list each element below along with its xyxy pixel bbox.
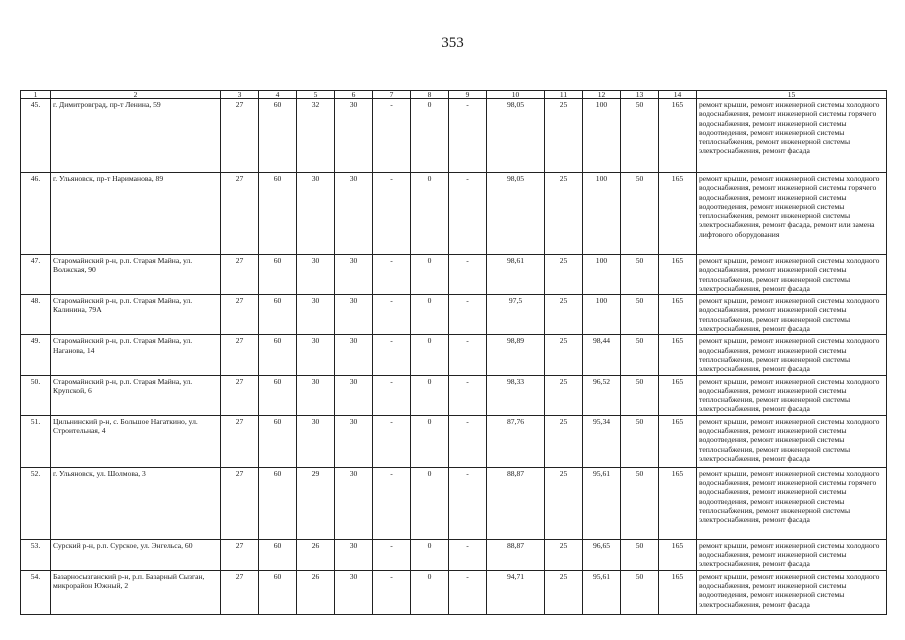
- table-row: [21, 255, 887, 295]
- column-header-14: 14: [659, 91, 697, 99]
- column-header-5: 5: [297, 91, 335, 99]
- cell-c8: 0: [411, 467, 449, 539]
- cell-c12: 96,65: [583, 539, 621, 570]
- cell-c12: 100: [583, 173, 621, 255]
- cell-c4: 60: [259, 335, 297, 375]
- row-number: 48.: [21, 295, 51, 335]
- table-row: [21, 295, 887, 335]
- works-cell: ремонт крыши, ремонт инженерной системы холодного водоснабжения, ремонт инженерной системы водоотведения, ремонт инженерной системы теплоснабжения, ремонт инженерной системы электроснабжения, ремонт фасада: [697, 415, 887, 467]
- column-header-2: 2: [51, 91, 221, 99]
- cell-c3: 27: [221, 99, 259, 173]
- cell-c9: -: [449, 295, 487, 335]
- cell-c9: -: [449, 415, 487, 467]
- cell-c5: 30: [297, 295, 335, 335]
- cell-c6: 30: [335, 570, 373, 614]
- works-cell: ремонт крыши, ремонт инженерной системы холодного водоснабжения, ремонт инженерной системы теплоснабжения, ремонт инженерной системы электроснабжения, ремонт фасада: [697, 255, 887, 295]
- cell-c9: -: [449, 570, 487, 614]
- cell-c10: 94,71: [487, 570, 545, 614]
- cell-c7: -: [373, 173, 411, 255]
- cell-c14: 165: [659, 570, 697, 614]
- cell-c10: 98,05: [487, 173, 545, 255]
- cell-c6: 30: [335, 375, 373, 415]
- cell-c10: 98,61: [487, 255, 545, 295]
- cell-c5: 26: [297, 570, 335, 614]
- cell-c6: 30: [335, 255, 373, 295]
- cell-c5: 29: [297, 467, 335, 539]
- table-row: [21, 570, 887, 614]
- cell-c14: 165: [659, 467, 697, 539]
- cell-c11: 25: [545, 255, 583, 295]
- header-row: [21, 91, 887, 99]
- cell-c4: 60: [259, 539, 297, 570]
- address-cell: Старомайнский р-н, р.п. Старая Майна, ул. Наганова, 14: [51, 335, 221, 375]
- cell-c10: 88,87: [487, 539, 545, 570]
- cell-c7: -: [373, 539, 411, 570]
- cell-c4: 60: [259, 375, 297, 415]
- cell-c14: 165: [659, 173, 697, 255]
- address-cell: Базарносызганский р-н, р.п. Базарный Сызган, микрорайон Южный, 2: [51, 570, 221, 614]
- address-cell: г. Димитровград, пр-т Ленина, 59: [51, 99, 221, 173]
- cell-c7: -: [373, 375, 411, 415]
- cell-c9: -: [449, 375, 487, 415]
- cell-c13: 50: [621, 295, 659, 335]
- cell-c3: 27: [221, 173, 259, 255]
- cell-c9: -: [449, 255, 487, 295]
- address-cell: Старомайнский р-н, р.п. Старая Майна, ул. Калинина, 79А: [51, 295, 221, 335]
- cell-c7: -: [373, 467, 411, 539]
- column-header-8: 8: [411, 91, 449, 99]
- cell-c3: 27: [221, 375, 259, 415]
- cell-c6: 30: [335, 295, 373, 335]
- row-number: 52.: [21, 467, 51, 539]
- works-cell: ремонт крыши, ремонт инженерной системы холодного водоснабжения, ремонт инженерной системы горячего водоснабжения, ремонт инженерной системы водоотведения, ремонт инженерной системы теплоснабжения, ремонт инженерной системы электроснабжения, ремонт фасада: [697, 99, 887, 173]
- page-number: 353: [441, 35, 464, 51]
- cell-c3: 27: [221, 255, 259, 295]
- cell-c6: 30: [335, 539, 373, 570]
- cell-c12: 100: [583, 295, 621, 335]
- row-number: 50.: [21, 375, 51, 415]
- column-header-13: 13: [621, 91, 659, 99]
- column-header-1: 1: [21, 91, 51, 99]
- cell-c8: 0: [411, 99, 449, 173]
- cell-c4: 60: [259, 467, 297, 539]
- table-row: [21, 173, 887, 255]
- column-header-7: 7: [373, 91, 411, 99]
- cell-c3: 27: [221, 335, 259, 375]
- column-header-4: 4: [259, 91, 297, 99]
- cell-c12: 95,61: [583, 570, 621, 614]
- cell-c5: 32: [297, 99, 335, 173]
- works-cell: ремонт крыши, ремонт инженерной системы холодного водоснабжения, ремонт инженерной системы водоотведения, ремонт инженерной системы электроснабжения, ремонт фасада: [697, 570, 887, 614]
- table-row: [21, 99, 887, 173]
- cell-c12: 100: [583, 99, 621, 173]
- cell-c11: 25: [545, 415, 583, 467]
- cell-c5: 30: [297, 335, 335, 375]
- table-row: [21, 375, 887, 415]
- table-row: [21, 539, 887, 570]
- cell-c13: 50: [621, 99, 659, 173]
- cell-c14: 165: [659, 295, 697, 335]
- table-row: [21, 335, 887, 375]
- row-number: 46.: [21, 173, 51, 255]
- cell-c3: 27: [221, 415, 259, 467]
- table-header: [21, 91, 887, 99]
- works-cell: ремонт крыши, ремонт инженерной системы холодного водоснабжения, ремонт инженерной системы теплоснабжения, ремонт инженерной системы электроснабжения, ремонт фасада: [697, 375, 887, 415]
- cell-c8: 0: [411, 570, 449, 614]
- cell-c3: 27: [221, 539, 259, 570]
- cell-c11: 25: [545, 539, 583, 570]
- cell-c6: 30: [335, 467, 373, 539]
- cell-c11: 25: [545, 295, 583, 335]
- address-cell: г. Ульяновск, пр-т Нариманова, 89: [51, 173, 221, 255]
- cell-c12: 100: [583, 255, 621, 295]
- cell-c10: 98,33: [487, 375, 545, 415]
- cell-c4: 60: [259, 99, 297, 173]
- cell-c5: 30: [297, 255, 335, 295]
- table-row: [21, 415, 887, 467]
- row-number: 53.: [21, 539, 51, 570]
- column-header-12: 12: [583, 91, 621, 99]
- cell-c7: -: [373, 415, 411, 467]
- cell-c4: 60: [259, 570, 297, 614]
- cell-c8: 0: [411, 255, 449, 295]
- cell-c10: 98,05: [487, 99, 545, 173]
- cell-c13: 50: [621, 255, 659, 295]
- cell-c11: 25: [545, 570, 583, 614]
- cell-c3: 27: [221, 467, 259, 539]
- cell-c10: 98,89: [487, 335, 545, 375]
- cell-c10: 97,5: [487, 295, 545, 335]
- column-header-6: 6: [335, 91, 373, 99]
- works-cell: ремонт крыши, ремонт инженерной системы холодного водоснабжения, ремонт инженерной системы электроснабжения, ремонт фасада: [697, 539, 887, 570]
- table-row: [21, 467, 887, 539]
- cell-c6: 30: [335, 173, 373, 255]
- row-number: 45.: [21, 99, 51, 173]
- cell-c11: 25: [545, 99, 583, 173]
- cell-c5: 30: [297, 173, 335, 255]
- row-number: 54.: [21, 570, 51, 614]
- column-header-15: 15: [697, 91, 887, 99]
- repair-register-table: [20, 90, 887, 615]
- cell-c9: -: [449, 539, 487, 570]
- cell-c14: 165: [659, 255, 697, 295]
- cell-c12: 98,44: [583, 335, 621, 375]
- cell-c5: 30: [297, 415, 335, 467]
- cell-c14: 165: [659, 539, 697, 570]
- cell-c14: 165: [659, 335, 697, 375]
- row-number: 49.: [21, 335, 51, 375]
- cell-c4: 60: [259, 295, 297, 335]
- cell-c13: 50: [621, 415, 659, 467]
- column-header-3: 3: [221, 91, 259, 99]
- cell-c13: 50: [621, 570, 659, 614]
- cell-c9: -: [449, 335, 487, 375]
- cell-c9: -: [449, 99, 487, 173]
- address-cell: Сурский р-н, р.п. Сурское, ул. Энгельса, 60: [51, 539, 221, 570]
- table-body: [21, 99, 887, 615]
- cell-c11: 25: [545, 173, 583, 255]
- row-number: 51.: [21, 415, 51, 467]
- cell-c8: 0: [411, 415, 449, 467]
- cell-c11: 25: [545, 467, 583, 539]
- cell-c14: 165: [659, 415, 697, 467]
- cell-c7: -: [373, 255, 411, 295]
- cell-c10: 87,76: [487, 415, 545, 467]
- cell-c13: 50: [621, 335, 659, 375]
- cell-c6: 30: [335, 335, 373, 375]
- address-cell: Цильнинский р-н, с. Большое Нагаткино, ул. Строительная, 4: [51, 415, 221, 467]
- cell-c4: 60: [259, 173, 297, 255]
- cell-c14: 165: [659, 375, 697, 415]
- cell-c6: 30: [335, 99, 373, 173]
- cell-c7: -: [373, 99, 411, 173]
- works-cell: ремонт крыши, ремонт инженерной системы холодного водоснабжения, ремонт инженерной системы горячего водоснабжения, ремонт инженерной системы водоотведения, ремонт инженерной системы теплоснабжения, ремонт инженерной системы электроснабжения, ремонт фасада, ремонт или замена лифтового оборудования: [697, 173, 887, 255]
- works-cell: ремонт крыши, ремонт инженерной системы холодного водоснабжения, ремонт инженерной системы теплоснабжения, ремонт инженерной системы электроснабжения, ремонт фасада: [697, 335, 887, 375]
- cell-c3: 27: [221, 570, 259, 614]
- column-header-9: 9: [449, 91, 487, 99]
- cell-c10: 88,87: [487, 467, 545, 539]
- cell-c5: 26: [297, 539, 335, 570]
- cell-c14: 165: [659, 99, 697, 173]
- cell-c8: 0: [411, 539, 449, 570]
- cell-c5: 30: [297, 375, 335, 415]
- column-header-11: 11: [545, 91, 583, 99]
- cell-c12: 95,61: [583, 467, 621, 539]
- cell-c8: 0: [411, 173, 449, 255]
- cell-c7: -: [373, 335, 411, 375]
- cell-c3: 27: [221, 295, 259, 335]
- cell-c11: 25: [545, 375, 583, 415]
- address-cell: Старомайнский р-н, р.п. Старая Майна, ул. Волжская, 90: [51, 255, 221, 295]
- cell-c13: 50: [621, 467, 659, 539]
- cell-c9: -: [449, 467, 487, 539]
- row-number: 47.: [21, 255, 51, 295]
- cell-c7: -: [373, 295, 411, 335]
- cell-c9: -: [449, 173, 487, 255]
- works-cell: ремонт крыши, ремонт инженерной системы холодного водоснабжения, ремонт инженерной системы теплоснабжения, ремонт инженерной системы электроснабжения, ремонт фасада: [697, 295, 887, 335]
- column-header-10: 10: [487, 91, 545, 99]
- cell-c13: 50: [621, 539, 659, 570]
- cell-c7: -: [373, 570, 411, 614]
- cell-c4: 60: [259, 415, 297, 467]
- address-cell: Старомайнский р-н, р.п. Старая Майна, ул. Крупской, 6: [51, 375, 221, 415]
- cell-c13: 50: [621, 375, 659, 415]
- cell-c12: 96,52: [583, 375, 621, 415]
- address-cell: г. Ульяновск, ул. Шолмова, 3: [51, 467, 221, 539]
- cell-c8: 0: [411, 295, 449, 335]
- works-cell: ремонт крыши, ремонт инженерной системы холодного водоснабжения, ремонт инженерной системы горячего водоснабжения, ремонт инженерной системы водоотведения, ремонт инженерной системы теплоснабжения, ремонт инженерной системы электроснабжения, ремонт фасада: [697, 467, 887, 539]
- cell-c8: 0: [411, 335, 449, 375]
- cell-c12: 95,34: [583, 415, 621, 467]
- cell-c6: 30: [335, 415, 373, 467]
- cell-c8: 0: [411, 375, 449, 415]
- cell-c13: 50: [621, 173, 659, 255]
- cell-c11: 25: [545, 335, 583, 375]
- cell-c4: 60: [259, 255, 297, 295]
